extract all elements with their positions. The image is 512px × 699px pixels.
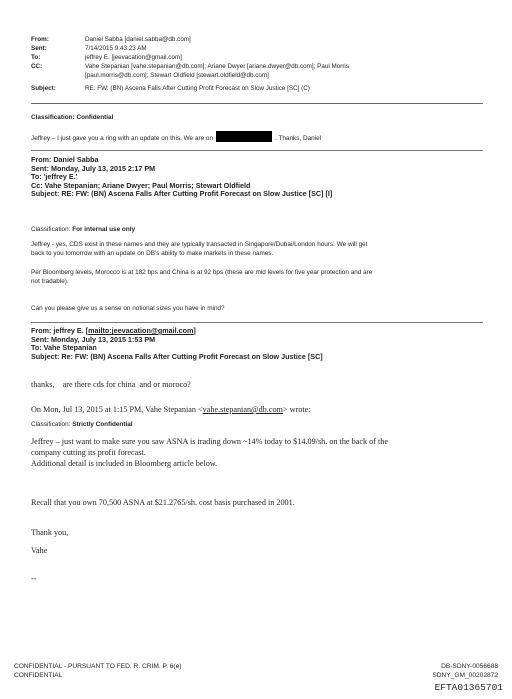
message2-to: To: 'jeffrey E.' <box>31 172 78 182</box>
to-label: To: <box>31 54 41 61</box>
message3-subject: Subject: Re: FW: (BN) Ascena Falls After Cutting Profit Forecast on Slow Justice [SC] <box>31 351 323 361</box>
classification-confidential: Classification: Confidential <box>31 114 114 121</box>
header-divider <box>31 103 483 104</box>
message3-from-suffix: ] <box>193 326 196 335</box>
vahe-email-link[interactable]: vahe.stepanian@db.com <box>202 405 283 414</box>
to-row <box>31 53 481 62</box>
message2-para-2 <box>31 268 481 287</box>
message3-sent: Sent: Monday, July 13, 2015 1:53 PM <box>31 334 156 344</box>
message2-sent: Sent: Monday, July 13, 2015 2:17 PM <box>31 163 156 173</box>
message4-intro-suffix: > wrote: <box>282 405 311 414</box>
footer-left <box>14 662 181 680</box>
cc-row <box>31 62 481 80</box>
from-value: Daniel Sabba [daniel.sabba@db.com] <box>85 36 191 43</box>
message1-text-after: . Thanks, Daniel <box>275 135 322 142</box>
sent-value: 7/14/2015 9:43:23 AM <box>85 45 147 52</box>
message2-para-2-line-2: not tradable). <box>31 278 69 286</box>
classification-internal: For internal use only <box>72 226 136 233</box>
message2-para-1-line-1: Jeffrey - yes, CDS exist in these names and they are typically transacted in Singapore/Dubai/London hours. We will get <box>31 241 368 248</box>
cc-value-line-2: [paul.morris@db.com]; Stewart Oldfield [stewart.oldfield@db.com] <box>85 72 269 79</box>
classification-strictly-confidential: Strictly Confidential <box>72 421 133 428</box>
message3-to: To: Vahe Stepanian <box>31 343 97 353</box>
footer-confidential: CONFIDENTIAL <box>14 672 63 679</box>
footer-right <box>432 662 498 680</box>
bates-sdny-gm: SDNY_GM_00202872 <box>432 672 498 679</box>
message4-intro <box>31 405 311 414</box>
subject-value: RE: FW: (BN) Ascena Falls After Cutting Profit Forecast on Slow Justice [SC] (C) <box>85 85 310 92</box>
from-label: From: <box>31 36 49 43</box>
footer-confidential-pursuant: CONFIDENTIAL - PURSUANT TO FED. R. CRIM. P. 6(e) <box>14 663 182 670</box>
message4-classification <box>31 420 133 429</box>
sent-row <box>31 44 481 53</box>
message2-from: From: Daniel Sabba <box>31 155 99 164</box>
message2-subject: Subject: RE: FW: (BN) Ascena Falls After Cutting Profit Forecast on Slow Justice [SC] [I] <box>31 189 333 199</box>
message1-text-before: Jeffrey – I just gave you a ring with an update on this. We are on <box>31 135 214 142</box>
message2-divider <box>31 322 483 323</box>
signoff-name: Vahe <box>31 546 48 555</box>
message3-body: thanks, are there cds for china and or moroco? <box>31 380 191 389</box>
bates-db-sdny: DB-SDNY-0056688 <box>441 663 498 670</box>
message2-classification <box>31 225 135 234</box>
message3-header <box>31 327 323 361</box>
from-row <box>31 35 481 44</box>
signoff-thank-you: Thank you, <box>31 528 69 537</box>
email-header <box>31 35 481 93</box>
message3-from-prefix: From: jeffrey E. [ <box>31 326 89 335</box>
classification-label: Classification: <box>31 421 73 428</box>
jeevacation-mailto-link[interactable]: mailto:jeevacation@gmail.com <box>88 326 194 335</box>
sent-label: Sent: <box>31 45 47 52</box>
message4-line-2: company cutting its profit forecast. <box>31 448 146 457</box>
message2-para-3: Can you please give us a sense on notional sizes you have in mind? <box>31 305 225 312</box>
message4-recall-line: Recall that you own 70,500 ASNA at $21.2765/sh. cost basis purchased in 2001. <box>31 498 295 507</box>
message4-body <box>31 436 481 469</box>
message4-line-1: Jeffrey – just want to make sure you saw ASNA is trading down ~14% today to $14.09/sh. on the back of the <box>31 437 388 446</box>
cc-value-line-1: Vahe Stepanian [vahe.stepanian@db.com]; Ariane Dwyer [ariane.dwyer@db.com]; Paul Morris <box>85 63 349 70</box>
message2-para-1 <box>31 240 481 259</box>
message2-para-1-line-2: back to you tomorrow with an update on DB's ability to make markets in these names. <box>31 250 274 258</box>
signature-dashes: -- <box>31 574 37 583</box>
message1-divider <box>31 150 483 151</box>
message2-para-2-line-1: Per Bloomberg levels, Morocco is at 182 bps and China is at 92 bps (these are mid levels for five year protection and are <box>31 269 373 276</box>
message2-header <box>31 156 332 199</box>
redaction-box <box>216 131 272 142</box>
efta-number: EFTA01365701 <box>434 682 503 693</box>
message1-text <box>31 131 321 143</box>
subject-row <box>31 84 481 93</box>
message4-line-3: Additional detail is included in Bloomberg article below. <box>31 459 218 468</box>
message4-intro-prefix: On Mon, Jul 13, 2015 at 1:15 PM, Vahe Stepanian < <box>31 405 203 414</box>
message2-cc: Cc: Vahe Stepanian; Ariane Dwyer; Paul Morris; Stewart Oldfield <box>31 180 251 190</box>
classification-label: Classification: <box>31 226 73 233</box>
cc-value <box>85 62 481 80</box>
to-value: jeffrey E. [jeevacation@gmail.com] <box>85 54 182 61</box>
subject-label: Subject: <box>31 85 56 92</box>
cc-label: CC: <box>31 63 43 70</box>
